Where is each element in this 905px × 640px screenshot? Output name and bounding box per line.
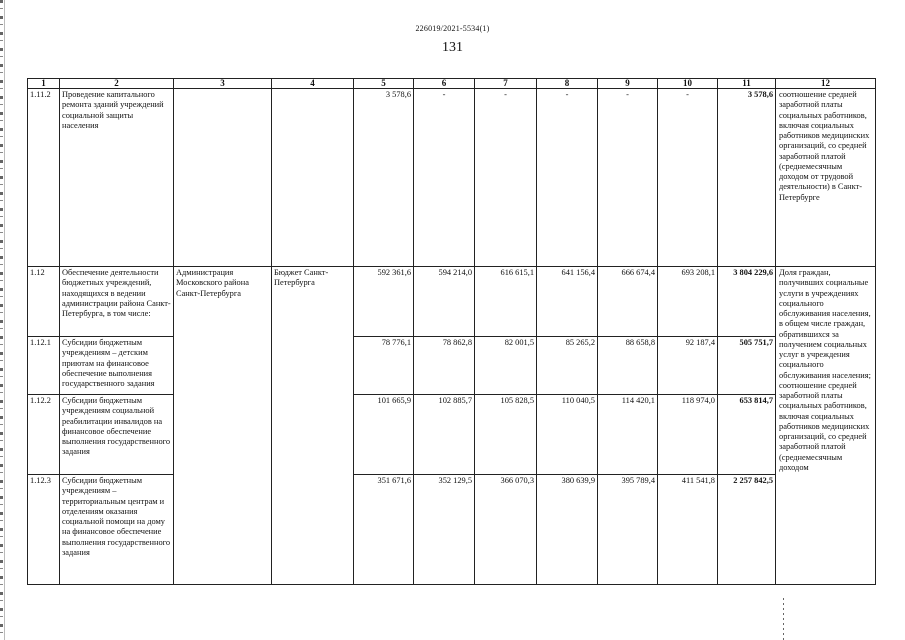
table-row <box>28 89 876 267</box>
value-cell: 366 070,3 <box>475 475 537 585</box>
value-cell: 592 361,6 <box>354 267 414 337</box>
header-cell: 10 <box>658 79 718 89</box>
value-cell: - <box>658 89 718 267</box>
scan-artifact <box>783 598 784 640</box>
row-name: Проведение капитального ремонта зданий учреждений социальной защиты населения <box>60 89 174 267</box>
scan-edge-line <box>4 0 5 640</box>
source-cell: Бюджет Санкт-Петербурга <box>272 267 354 585</box>
value-cell: 110 040,5 <box>537 395 598 475</box>
header-cell: 1 <box>28 79 60 89</box>
row-name: Субсидии бюджетным учреждениям социальной реабилитации инвалидов на финансовое обеспечение выполнения государственного задания <box>60 395 174 475</box>
value-cell: 641 156,4 <box>537 267 598 337</box>
value-cell: - <box>598 89 658 267</box>
table-row <box>28 267 876 337</box>
row-number: 1.11.2 <box>28 89 60 267</box>
header-cell: 2 <box>60 79 174 89</box>
header-cell: 8 <box>537 79 598 89</box>
value-cell: 352 129,5 <box>414 475 475 585</box>
header-row <box>28 79 876 89</box>
table-row <box>28 475 876 585</box>
header-cell: 9 <box>598 79 658 89</box>
value-cell: 693 208,1 <box>658 267 718 337</box>
executor-cell: Администрация Московского района Санкт-Петербурга <box>174 267 272 585</box>
row-number: 1.12 <box>28 267 60 337</box>
value-cell: 102 885,7 <box>414 395 475 475</box>
program-table <box>27 78 876 585</box>
value-cell: 118 974,0 <box>658 395 718 475</box>
row-name: Субсидии бюджетным учреждениям – территориальным центрам и отделениям оказания социальной помощи на дому на финансовое обеспечение выполнения государственного задания <box>60 475 174 585</box>
table-row <box>28 395 876 475</box>
document-id: 226019/2021-5534(1) <box>415 24 490 33</box>
header-cell: 6 <box>414 79 475 89</box>
row-name: Обеспечение деятельности бюджетных учреждений, находящихся в ведении администрации района Санкт-Петербурга, в том числе: <box>60 267 174 337</box>
value-cell: 101 665,9 <box>354 395 414 475</box>
indicator-cell: Доля граждан, получивших социальные услуги в учреждениях социального обслуживания населения, в общем числе граждан, обратившихся за получением социальных услуг в учреждения социального обслуживания населения; соотношение средней заработной платы социальных работников, включая социальных работников медицинских организаций, со средней заработной платой (среднемесячным доходом <box>776 267 876 585</box>
value-cell: - <box>537 89 598 267</box>
header-cell: 3 <box>174 79 272 89</box>
row-name: Субсидии бюджетным учреждениям – детским приютам на финансовое обеспечение выполнения государственного задания <box>60 337 174 395</box>
value-cell: 666 674,4 <box>598 267 658 337</box>
value-cell: 92 187,4 <box>658 337 718 395</box>
executor-cell <box>174 89 272 267</box>
header-cell: 4 <box>272 79 354 89</box>
row-number: 1.12.2 <box>28 395 60 475</box>
value-cell: 594 214,0 <box>414 267 475 337</box>
value-cell: 78 776,1 <box>354 337 414 395</box>
value-cell: 395 789,4 <box>598 475 658 585</box>
total-cell: 3 578,6 <box>718 89 776 267</box>
value-cell: 105 828,5 <box>475 395 537 475</box>
header-cell: 7 <box>475 79 537 89</box>
header-cell: 11 <box>718 79 776 89</box>
table-row <box>28 337 876 395</box>
value-cell: - <box>414 89 475 267</box>
page-number: 131 <box>442 40 463 55</box>
value-cell: 88 658,8 <box>598 337 658 395</box>
header-cell: 5 <box>354 79 414 89</box>
total-cell: 653 814,7 <box>718 395 776 475</box>
value-cell: 85 265,2 <box>537 337 598 395</box>
source-cell <box>272 89 354 267</box>
value-cell: 380 639,9 <box>537 475 598 585</box>
row-number: 1.12.3 <box>28 475 60 585</box>
total-cell: 505 751,7 <box>718 337 776 395</box>
scan-edge-mark <box>0 0 3 640</box>
total-cell: 2 257 842,5 <box>718 475 776 585</box>
total-cell: 3 804 229,6 <box>718 267 776 337</box>
value-cell: 411 541,8 <box>658 475 718 585</box>
value-cell: 114 420,1 <box>598 395 658 475</box>
value-cell: - <box>475 89 537 267</box>
indicator-cell: соотношение средней заработной платы социальных работников, включая социальных работников медицинских организаций, со средней заработной платой (среднемесячным доходом от трудовой деятельности) в Санкт-Петербурге <box>776 89 876 267</box>
row-number: 1.12.1 <box>28 337 60 395</box>
value-cell: 3 578,6 <box>354 89 414 267</box>
value-cell: 616 615,1 <box>475 267 537 337</box>
header-cell: 12 <box>776 79 876 89</box>
value-cell: 78 862,8 <box>414 337 475 395</box>
value-cell: 82 001,5 <box>475 337 537 395</box>
value-cell: 351 671,6 <box>354 475 414 585</box>
